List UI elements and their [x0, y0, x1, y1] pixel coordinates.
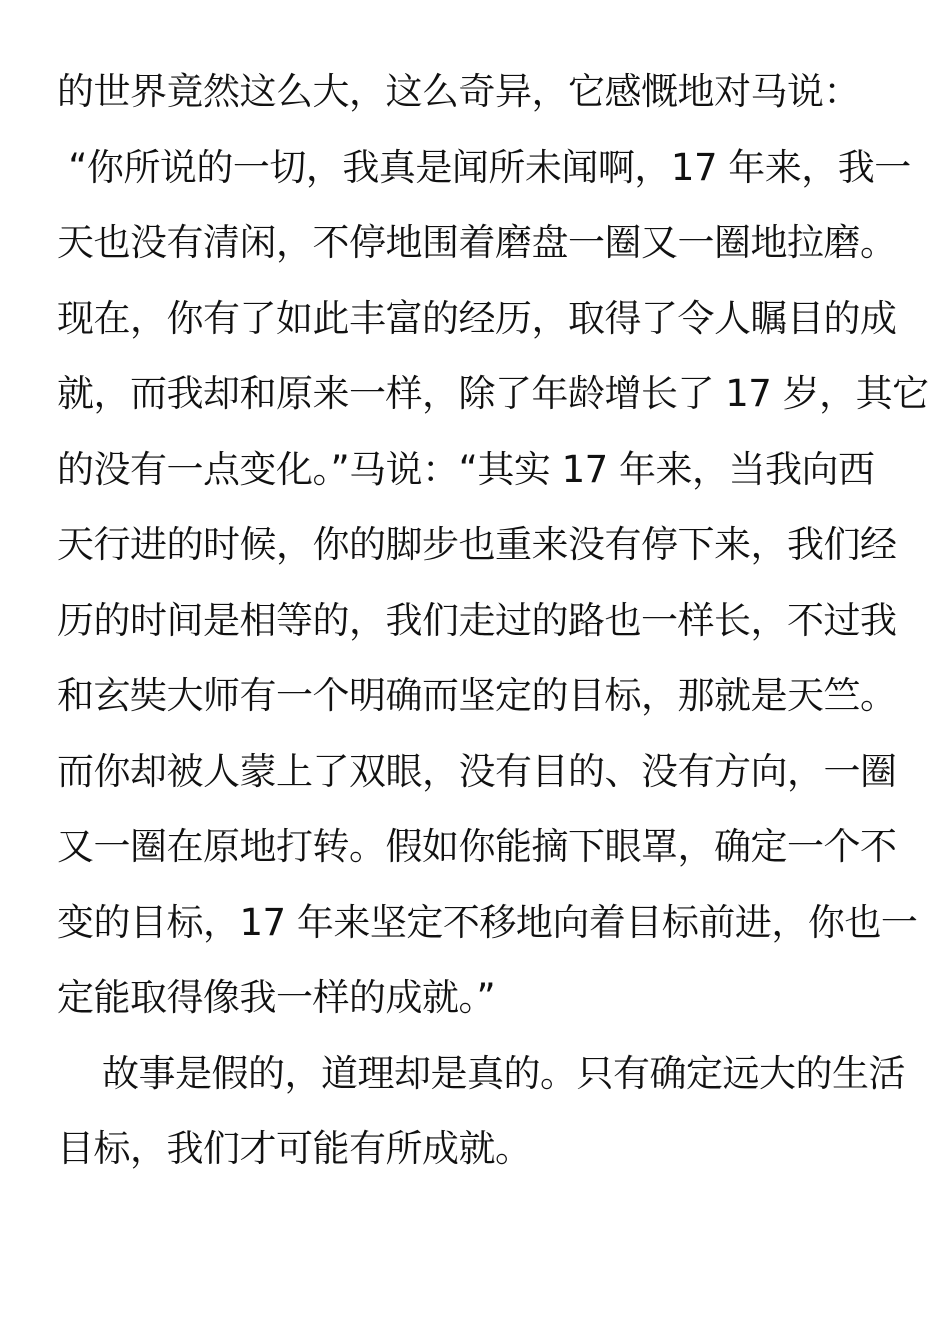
text-line: 和玄奘大师有一个明确而坚定的目标，那就是天竺。 — [57, 674, 897, 717]
text-line: 历的时间是相等的，我们走过的路也一样长，不过我 — [57, 598, 897, 642]
text-line: 天行进的时候，你的脚步也重来没有停下来，我们经 — [57, 523, 897, 566]
paragraph-line: 故事是假的，道理却是真的。只有确定远大的生活 — [57, 1051, 906, 1095]
text-line: 定能取得像我一样的成就。” — [57, 976, 496, 1019]
text-line: 变的目标，17 年来坚定不移地向着目标前进，你也一 — [57, 900, 918, 944]
text-line: 的没有一点变化。”马说：“其实 17 年来，当我向西 — [57, 447, 875, 491]
paragraph-line: 目标，我们才可能有所成就。 — [57, 1127, 532, 1170]
text-line: 天也没有清闲，不停地围着磨盘一圈又一圈地拉磨。 — [57, 221, 897, 264]
text-line: 的世界竟然这么大，这么奇异，它感慨地对马说： — [57, 70, 860, 113]
text-line: 现在，你有了如此丰富的经历，取得了令人瞩目的成 — [57, 296, 897, 340]
text-line: 而你却被人蒙上了双眼，没有目的、没有方向，一圈 — [57, 749, 897, 793]
text-line: “你所说的一切，我真是闻所未闻啊，17 年来，我一 — [57, 145, 911, 189]
story-text — [57, 54, 929, 1187]
text-line: 就，而我却和原来一样，除了年龄增长了 17 岁，其它 — [57, 372, 929, 415]
text-line: 又一圈在原地打转。假如你能摘下眼罩，确定一个不 — [57, 825, 897, 868]
